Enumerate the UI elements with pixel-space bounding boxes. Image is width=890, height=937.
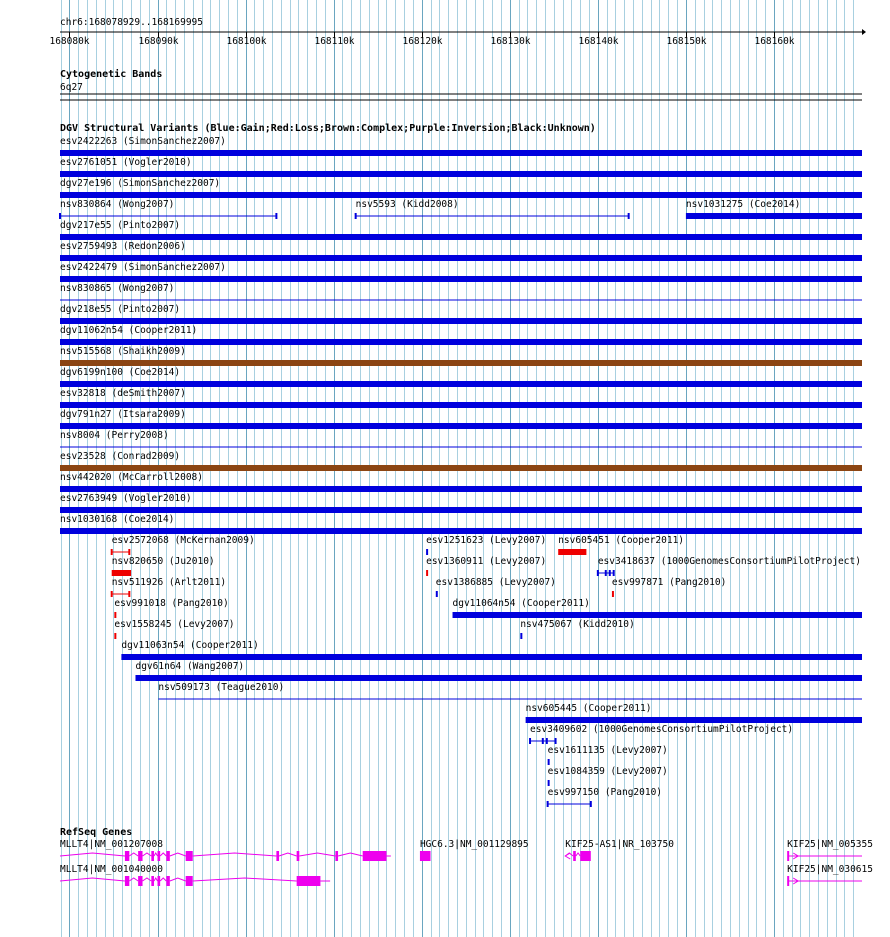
gene-exon[interactable] — [186, 851, 193, 861]
variant-esv1251623[interactable] — [426, 535, 546, 555]
gene-intron — [154, 878, 158, 881]
variant-label: esv3409602 (1000GenomesConsortiumPilotProject) — [530, 724, 794, 735]
variant-label: esv991018 (Pang2010) — [114, 598, 229, 609]
variant-nsv605451[interactable] — [558, 535, 684, 555]
variant-label: esv2572068 (McKernan2009) — [111, 535, 255, 546]
variant-bar[interactable] — [60, 192, 862, 198]
gene-mllt4[interactable] — [60, 839, 391, 861]
variant-dgv61n64[interactable] — [135, 661, 862, 681]
gene-exon[interactable] — [166, 876, 170, 886]
gene-kif25-as1[interactable] — [565, 839, 674, 861]
variant-bar[interactable] — [121, 654, 862, 660]
position-label: chr6:168078929..168169995 — [60, 17, 203, 28]
gene-exon[interactable] — [335, 851, 338, 861]
gene-label: HGC6.3|NM_001129895 — [419, 839, 529, 850]
variant-dgv6199n100[interactable] — [60, 367, 862, 387]
variant-label: nsv1030168 (Coe2014) — [60, 514, 175, 525]
variant-bar[interactable] — [60, 234, 862, 240]
gene-exon[interactable] — [573, 851, 576, 861]
variant-label: esv1611135 (Levy2007) — [547, 745, 668, 756]
gene-label: KIF25|NM_030615 — [787, 864, 873, 875]
variant-bar[interactable] — [558, 549, 586, 555]
variant-bar[interactable] — [112, 570, 131, 576]
gene-exon[interactable] — [138, 876, 142, 886]
gene-exon[interactable] — [125, 851, 129, 861]
variant-bar[interactable] — [60, 318, 862, 324]
variant-bar[interactable] — [548, 780, 550, 786]
variant-label: nsv820650 (Ju2010) — [111, 556, 215, 567]
variant-label: esv23528 (Conrad2009) — [60, 451, 181, 462]
variant-esv2761051[interactable] — [60, 157, 862, 177]
variant-esv2422479[interactable] — [60, 262, 862, 282]
variant-esv2422263[interactable] — [60, 136, 862, 156]
ruler-arrow-icon — [862, 29, 866, 35]
variant-esv1558245[interactable] — [114, 619, 234, 639]
variant-label: esv997871 (Pang2010) — [611, 577, 727, 588]
variant-bar[interactable] — [60, 465, 862, 471]
dgv-variants-track[interactable] — [60, 122, 862, 807]
gene-exon[interactable] — [787, 876, 789, 886]
gene-exon[interactable] — [151, 851, 154, 861]
variant-label: dgv218e55 (Pinto2007) — [60, 304, 181, 315]
variant-label: nsv605451 (Cooper2011) — [558, 535, 685, 546]
variant-dgv217e55[interactable] — [60, 220, 862, 240]
variant-label: esv3418637 (1000GenomesConsortiumPilotProject) — [597, 556, 861, 567]
variant-label: esv2422263 (SimonSanchez2007) — [60, 136, 226, 147]
variant-label: nsv515568 (Shaikh2009) — [60, 346, 186, 357]
gene-exon[interactable] — [125, 876, 129, 886]
gene-exon[interactable] — [297, 876, 321, 886]
variant-esv2763949[interactable] — [60, 493, 862, 513]
gene-exon[interactable] — [151, 876, 154, 886]
variant-label: esv1558245 (Levy2007) — [114, 619, 235, 630]
gene-label: MLLT4|NM_001207008 — [60, 839, 163, 850]
variant-label: esv1251623 (Levy2007) — [426, 535, 547, 546]
variant-nsv8004[interactable] — [60, 430, 862, 447]
gene-intron — [576, 853, 580, 856]
variant-bar[interactable] — [60, 486, 862, 492]
variant-bar[interactable] — [135, 675, 862, 681]
variant-esv997150[interactable] — [548, 787, 662, 807]
variant-label: dgv791n27 (Itsara2009) — [60, 409, 186, 420]
gene-intron — [154, 853, 158, 856]
variant-nsv1030168[interactable] — [60, 514, 862, 534]
dgv-track-title: DGV Structural Variants (Blue:Gain;Red:Loss;Brown:Complex;Purple:Inversion;Black:Unknown) — [60, 123, 596, 134]
gene-intron — [129, 878, 138, 881]
variant-dgv11062n54[interactable] — [60, 325, 862, 345]
gene-intron — [170, 853, 186, 856]
variant-label: esv1386885 (Levy2007) — [435, 577, 556, 588]
variant-label: dgv27e196 (SimonSanchez2007) — [60, 178, 221, 189]
variant-nsv1031275[interactable] — [686, 199, 862, 219]
variant-nsv605445[interactable] — [526, 703, 862, 723]
variant-label: nsv830865 (Wong2007) — [60, 283, 175, 294]
gene-intron — [143, 853, 152, 856]
variant-label: dgv11064n54 (Cooper2011) — [452, 598, 590, 609]
variant-nsv475067[interactable] — [520, 619, 634, 639]
variant-label: nsv5593 (Kidd2008) — [355, 199, 459, 210]
variant-label: nsv442020 (McCarroll2008) — [60, 472, 203, 483]
variant-bar[interactable] — [60, 423, 862, 429]
ruler-tick-label: 168140k — [578, 36, 619, 47]
variant-nsv820650[interactable] — [112, 556, 215, 576]
variant-bar[interactable] — [114, 633, 116, 639]
variant-bar[interactable] — [526, 717, 862, 723]
variant-label: nsv605445 (Cooper2011) — [525, 703, 652, 714]
cytoband-track — [60, 68, 862, 100]
gene-exon[interactable] — [276, 851, 279, 861]
gene-exon[interactable] — [363, 851, 387, 861]
variant-bar[interactable] — [60, 507, 862, 513]
variant-bar[interactable] — [60, 528, 862, 534]
variant-label: dgv217e55 (Pinto2007) — [60, 220, 181, 231]
variant-bar[interactable] — [453, 612, 862, 618]
gene-exon[interactable] — [158, 876, 161, 886]
gene-intron — [299, 853, 335, 856]
variant-esv2572068[interactable] — [112, 535, 255, 555]
variant-bar[interactable] — [60, 339, 862, 345]
variant-bar[interactable] — [60, 360, 862, 366]
variant-label: dgv61n64 (Wang2007) — [135, 661, 245, 672]
ruler-tick-label: 168160k — [754, 36, 795, 47]
variant-label: dgv11062n54 (Cooper2011) — [60, 325, 198, 336]
variant-dgv791n27[interactable] — [60, 409, 862, 429]
gene-intron — [143, 878, 152, 881]
gene-exon[interactable] — [580, 851, 591, 861]
variant-label: esv997150 (Pang2010) — [547, 787, 663, 798]
ruler-tick-label: 168130k — [490, 36, 531, 47]
variant-label: esv2422479 (SimonSanchez2007) — [60, 262, 226, 273]
variant-label: esv2761051 (Vogler2010) — [60, 157, 192, 168]
gene-exon[interactable] — [138, 851, 142, 861]
gene-label: KIF25|NM_005355 — [787, 839, 873, 850]
variant-label: nsv8004 (Perry2008) — [60, 430, 169, 441]
variant-dgv27e196[interactable] — [60, 178, 862, 198]
variant-label: nsv830864 (Wong2007) — [60, 199, 175, 210]
gene-exon[interactable] — [787, 851, 789, 861]
variant-nsv830865[interactable] — [60, 283, 862, 300]
variant-esv2759493[interactable] — [60, 241, 862, 261]
variant-bar[interactable] — [60, 381, 862, 387]
variant-bar[interactable] — [520, 633, 522, 639]
gene-exon[interactable] — [186, 876, 193, 886]
variant-label: nsv1031275 (Coe2014) — [685, 199, 801, 210]
variant-label: esv2759493 (Redon2006) — [60, 241, 186, 252]
variant-bar[interactable] — [60, 255, 862, 261]
variant-bar[interactable] — [60, 150, 862, 156]
variant-label: esv1360911 (Levy2007) — [426, 556, 547, 567]
gene-exon[interactable] — [297, 851, 300, 861]
variant-label: esv2763949 (Vogler2010) — [60, 493, 192, 504]
gene-intron — [338, 853, 363, 856]
variant-nsv515568[interactable] — [60, 346, 862, 366]
gene-intron — [160, 853, 166, 856]
variant-bar[interactable] — [612, 591, 614, 597]
ruler-tick-label: 168080k — [49, 36, 90, 47]
variant-dgv11063n54[interactable] — [121, 640, 862, 660]
ruler-tick-label: 168090k — [138, 36, 179, 47]
variant-label: dgv6199n100 (Coe2014) — [60, 367, 181, 378]
gene-exon[interactable] — [166, 851, 170, 861]
ruler-tick-label: 168110k — [314, 36, 355, 47]
variant-label: nsv511926 (Arlt2011) — [111, 577, 227, 588]
cytoband-label: 6q27 — [60, 82, 83, 93]
variant-bar[interactable] — [60, 171, 862, 177]
variant-nsv511926[interactable] — [112, 577, 226, 597]
variant-nsv830864[interactable] — [60, 199, 276, 219]
variant-bar[interactable] — [60, 276, 862, 282]
variant-nsv442020[interactable] — [60, 472, 862, 492]
variant-esv3409602[interactable] — [530, 724, 793, 744]
gene-intron — [160, 878, 166, 881]
variant-bar[interactable] — [426, 549, 428, 555]
ruler-tick-label: 168100k — [226, 36, 267, 47]
variant-bar[interactable] — [686, 213, 862, 219]
variant-label: esv1084359 (Levy2007) — [547, 766, 668, 777]
variant-bar[interactable] — [436, 591, 438, 597]
variant-label: esv32818 (deSmith2007) — [60, 388, 186, 399]
gene-intron — [170, 878, 186, 881]
gene-exon[interactable] — [158, 851, 161, 861]
variant-dgv218e55[interactable] — [60, 304, 862, 324]
variant-esv1360911[interactable] — [426, 556, 546, 576]
variant-label: nsv475067 (Kidd2010) — [520, 619, 635, 630]
variant-label: nsv509173 (Teague2010) — [158, 682, 285, 693]
cytoband-track-title: Cytogenetic Bands — [60, 69, 163, 80]
gene-exon[interactable] — [420, 851, 431, 861]
variant-esv32818[interactable] — [60, 388, 862, 408]
variant-bar[interactable] — [114, 612, 116, 618]
variant-label: dgv11063n54 (Cooper2011) — [121, 640, 259, 651]
variant-esv997871[interactable] — [612, 577, 726, 597]
gene-mllt4[interactable] — [60, 864, 330, 886]
variant-bar[interactable] — [60, 402, 862, 408]
gene-label: MLLT4|NM_001040000 — [60, 864, 163, 875]
ruler-tick-label: 168120k — [402, 36, 443, 47]
variant-esv23528[interactable] — [60, 451, 862, 471]
variant-bar[interactable] — [426, 570, 428, 576]
gene-intron — [129, 853, 138, 856]
variant-esv3418637[interactable] — [598, 556, 861, 576]
variant-bar[interactable] — [548, 759, 550, 765]
refseq-track-title: RefSeq Genes — [60, 827, 133, 838]
gene-hgc6.3[interactable] — [420, 839, 529, 861]
variant-esv1386885[interactable] — [436, 577, 556, 597]
ruler-tick-label: 168150k — [666, 36, 707, 47]
gene-label: KIF25-AS1|NR_103750 — [565, 839, 674, 850]
